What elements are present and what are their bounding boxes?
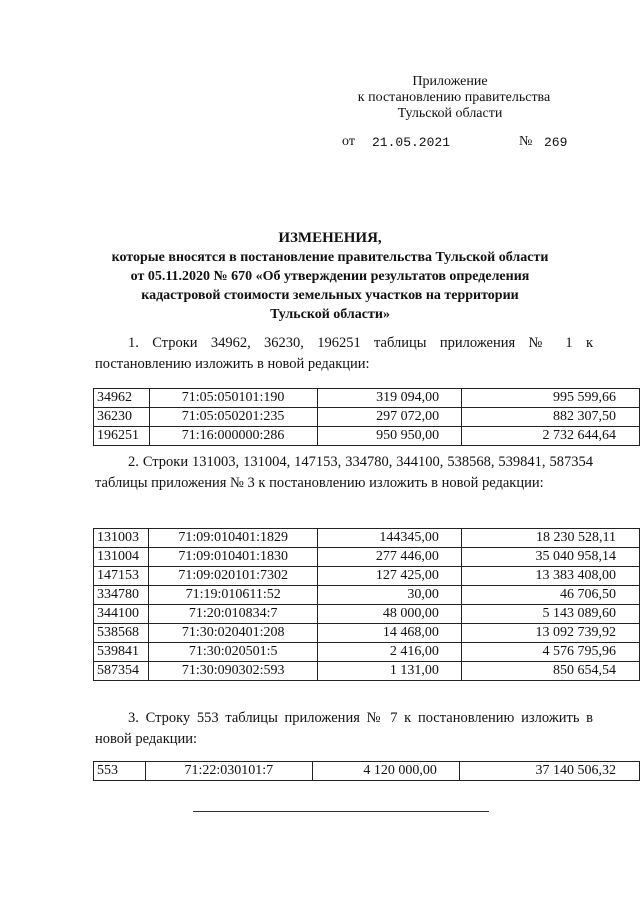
cadastral-number-cell: 71:30:020401:208 [149, 624, 318, 643]
row-id-cell: 196251 [94, 427, 150, 446]
number-label: № [519, 134, 533, 149]
cadastral-number-cell: 71:16:000000:286 [149, 427, 317, 446]
area-cell: 4 120 000,00 [312, 762, 459, 781]
cadastral-number-cell: 71:30:020501:5 [149, 643, 318, 662]
row-id-cell: 539841 [94, 643, 149, 662]
area-cell: 277 446,00 [318, 548, 462, 567]
table-row [94, 408, 640, 427]
area-cell: 144345,00 [318, 529, 462, 548]
cadastral-number-cell: 71:09:020101:7302 [149, 567, 318, 586]
item-3-text: 3. Строку 553 таблицы приложения № 7 к постановлению изложить в новой редакции: [95, 710, 593, 747]
table-row [94, 605, 640, 624]
appendix-label: Приложение [412, 74, 488, 89]
title-line: кадастровой стоимости земельных участков на территории [141, 288, 519, 303]
title-heading: ИЗМЕНЕНИЯ, [278, 230, 382, 246]
document-title [95, 229, 565, 324]
cadastral-number-cell: 71:20:010834:7 [149, 605, 318, 624]
cadastral-number-cell: 71:05:050201:235 [149, 408, 317, 427]
title-line: от 05.11.2020 № 670 «Об утверждении результатов определения [130, 269, 530, 284]
table-row [94, 643, 640, 662]
title-line: Тульской области» [270, 307, 390, 322]
row-id-cell: 538568 [94, 624, 149, 643]
table-row [94, 762, 640, 781]
appendix-region: Тульской области [397, 106, 503, 121]
item-1-table [93, 388, 640, 446]
area-cell: 297 072,00 [317, 408, 462, 427]
row-id-cell: 587354 [94, 662, 149, 681]
area-cell: 2 416,00 [318, 643, 462, 662]
table-row [94, 529, 640, 548]
row-id-cell: 131004 [94, 548, 149, 567]
area-cell: 48 000,00 [318, 605, 462, 624]
area-cell: 1 131,00 [318, 662, 462, 681]
appendix-resolution-ref: к постановлению правительства [357, 90, 551, 105]
row-id-cell: 553 [94, 762, 146, 781]
cadastral-number-cell: 71:30:090302:593 [149, 662, 318, 681]
resolution-number: 269 [544, 135, 568, 150]
row-id-cell: 131003 [94, 529, 149, 548]
table-row [94, 548, 640, 567]
area-cell: 30,00 [318, 586, 462, 605]
row-id-cell: 344100 [94, 605, 149, 624]
cadastral-value-cell: 35 040 958,14 [461, 548, 639, 567]
table-row [94, 586, 640, 605]
area-cell: 950 950,00 [317, 427, 462, 446]
cadastral-value-cell: 13 092 739,92 [461, 624, 639, 643]
row-id-cell: 36230 [94, 408, 150, 427]
item-2-text: 2. Строки 131003, 131004, 147153, 334780, 344100, 538568, 539841, 587354 таблицы приложения № 3 к постановлению изложить в новой редакции: [95, 454, 593, 491]
area-cell: 14 468,00 [318, 624, 462, 643]
cadastral-value-cell: 37 140 506,32 [459, 762, 639, 781]
cadastral-number-cell: 71:19:010611:52 [149, 586, 318, 605]
table-row [94, 427, 640, 446]
cadastral-number-cell: 71:22:030101:7 [146, 762, 313, 781]
cadastral-value-cell: 18 230 528,11 [461, 529, 639, 548]
cadastral-number-cell: 71:09:010401:1830 [149, 548, 318, 567]
table-row [94, 662, 640, 681]
row-id-cell: 34962 [94, 389, 150, 408]
resolution-date: 21.05.2021 [372, 135, 451, 150]
closing-rule [193, 811, 489, 812]
cadastral-value-cell: 995 599,66 [462, 389, 640, 408]
appendix-header [340, 74, 560, 122]
title-line: которые вносятся в постановление правительства Тульской области [111, 250, 549, 265]
item-2-table [93, 528, 640, 681]
cadastral-value-cell: 882 307,50 [462, 408, 640, 427]
date-prefix: от [342, 134, 355, 149]
cadastral-value-cell: 46 706,50 [461, 586, 639, 605]
area-cell: 127 425,00 [318, 567, 462, 586]
table-row [94, 389, 640, 408]
row-id-cell: 334780 [94, 586, 149, 605]
cadastral-value-cell: 850 654,54 [461, 662, 639, 681]
table-row [94, 567, 640, 586]
row-id-cell: 147153 [94, 567, 149, 586]
cadastral-number-cell: 71:09:010401:1829 [149, 529, 318, 548]
item-3-table [93, 761, 640, 781]
item-1-text: 1. Строки 34962, 36230, 196251 таблицы приложения № 1 к постановлению изложить в новой редакции: [95, 335, 593, 372]
cadastral-value-cell: 13 383 408,00 [461, 567, 639, 586]
area-cell: 319 094,00 [317, 389, 462, 408]
cadastral-value-cell: 4 576 795,96 [461, 643, 639, 662]
table-row [94, 624, 640, 643]
cadastral-number-cell: 71:05:050101:190 [149, 389, 317, 408]
cadastral-value-cell: 5 143 089,60 [461, 605, 639, 624]
cadastral-value-cell: 2 732 644,64 [462, 427, 640, 446]
